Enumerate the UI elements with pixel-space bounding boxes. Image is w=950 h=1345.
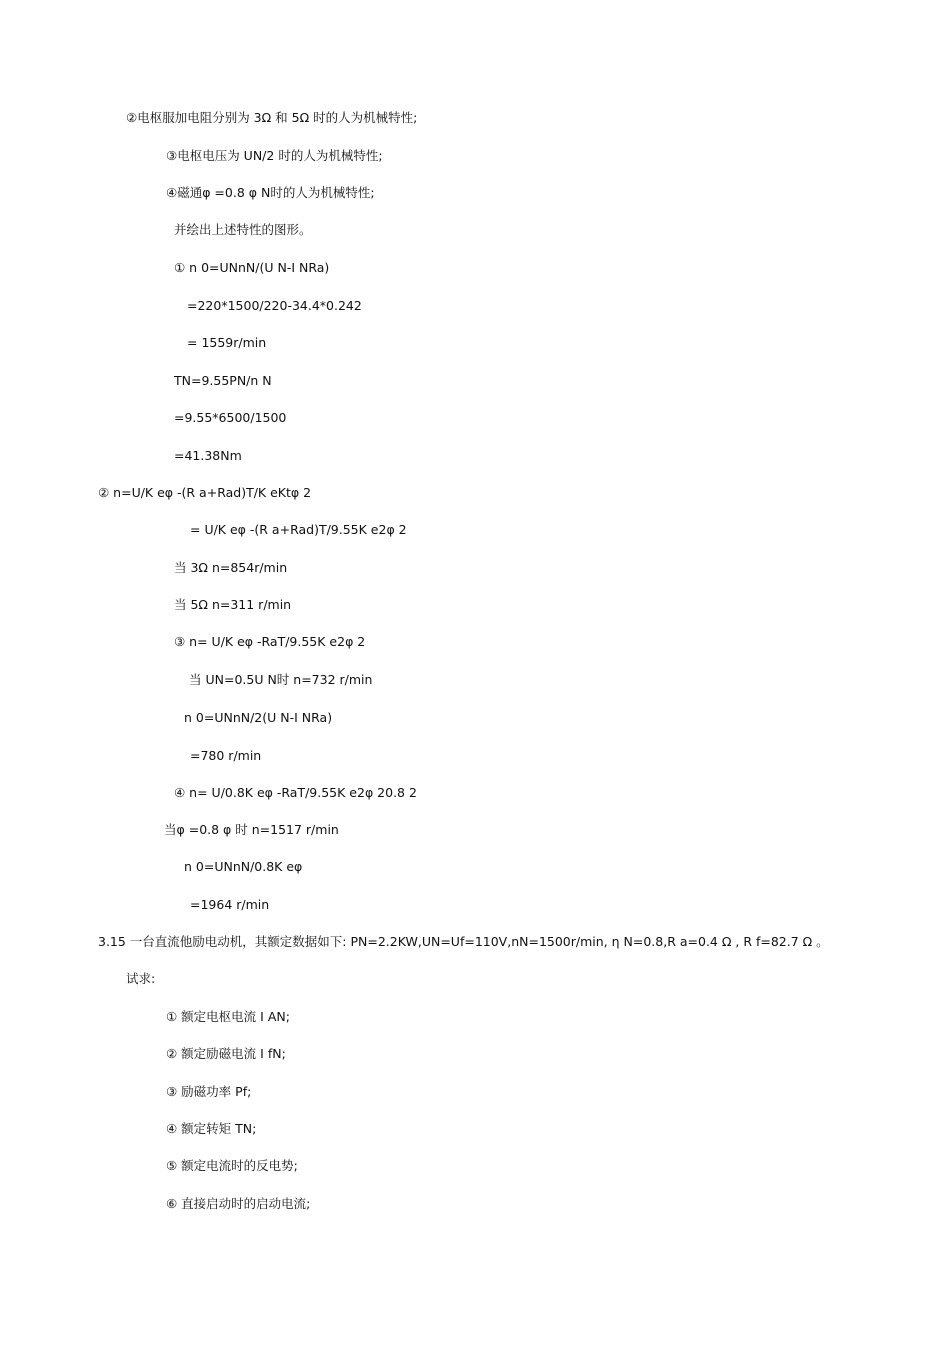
text-line: n 0=UNnN/2(U N-I NRa) [184, 710, 333, 725]
text-line: ① 额定电枢电流 I AN; [166, 1009, 290, 1024]
text-line: ⑤ 额定电流时的反电势; [166, 1158, 298, 1173]
text-line: ⑥ 直接启动时的启动电流; [166, 1196, 311, 1211]
text-line: 当φ =0.8 φ 时 n=1517 r/min [164, 822, 339, 837]
text-line: ③ n= U/K eφ -RaT/9.55K e2φ 2 [174, 634, 366, 649]
text-line: ③ 励磁功率 Pf; [166, 1084, 252, 1099]
text-line: = 1559r/min [187, 335, 267, 350]
text-line: TN=9.55PN/n N [174, 373, 272, 388]
text-line: n 0=UNnN/0.8K eφ [184, 859, 303, 874]
text-line: ②电枢服加电阻分别为 3Ω 和 5Ω 时的人为机械特性; [126, 110, 418, 125]
text-line: ① n 0=UNnN/(U N-I NRa) [174, 260, 330, 275]
text-line: 当 5Ω n=311 r/min [174, 597, 292, 612]
text-line: =780 r/min [190, 748, 262, 763]
text-line: ④ n= U/0.8K eφ -RaT/9.55K e2φ 20.8 2 [174, 785, 417, 800]
text-line: ④磁通φ =0.8 φ N时的人为机械特性; [166, 185, 375, 200]
text-line: =1964 r/min [190, 897, 270, 912]
text-line: ④ 额定转矩 TN; [166, 1121, 257, 1136]
text-line: 当 3Ω n=854r/min [174, 560, 288, 575]
text-line: 当 UN=0.5U N时 n=732 r/min [189, 672, 373, 687]
text-line: 3.15 一台直流他励电动机，其额定数据如下: PN=2.2KW,UN=Uf=110V,nN=1500r/min, η N=0.8,R a=0.4 Ω , R f=82.7 Ω 。 [98, 934, 829, 949]
text-line: ② 额定励磁电流 I fN; [166, 1046, 286, 1061]
text-line: 并绘出上述特性的图形。 [174, 222, 312, 237]
text-line: =41.38Nm [174, 448, 242, 463]
text-line: ② n=U/K eφ -(R a+Rad)T/K eKtφ 2 [98, 485, 312, 500]
text-line: =9.55*6500/1500 [174, 410, 287, 425]
text-line: ③电枢电压为 UN/2 时的人为机械特性; [166, 148, 383, 163]
text-line: 试求: [126, 971, 156, 986]
text-line: =220*1500/220-34.4*0.242 [187, 298, 362, 313]
text-line: = U/K eφ -(R a+Rad)T/9.55K e2φ 2 [190, 522, 407, 537]
